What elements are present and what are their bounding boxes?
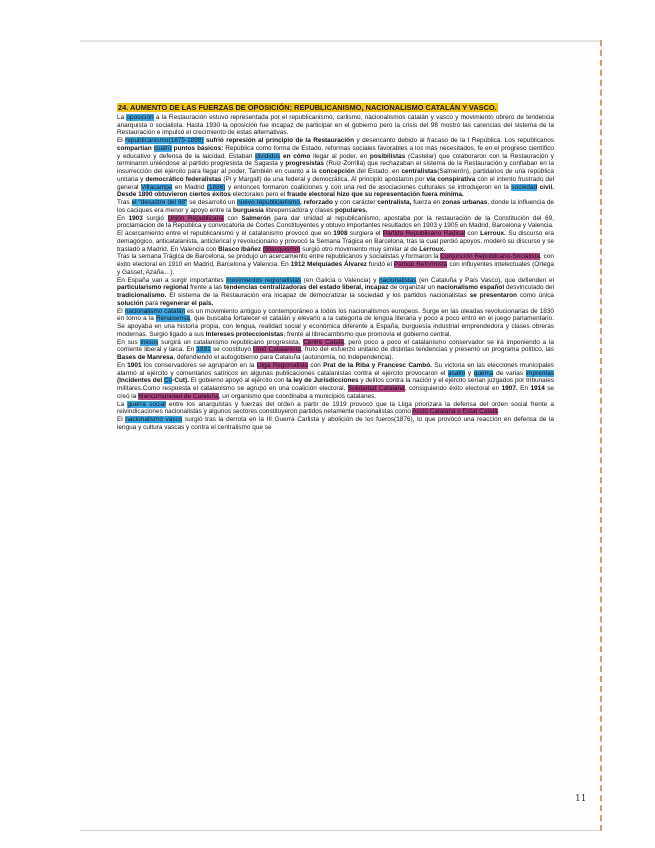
bold-text: 1903 bbox=[128, 214, 143, 222]
text-run: electorales pero el bbox=[230, 191, 287, 199]
bold-text: progresistas bbox=[285, 160, 325, 168]
bold-text: democrático federalistas bbox=[145, 175, 222, 183]
paragraph bbox=[117, 137, 554, 199]
bold-text: Lerroux. bbox=[419, 245, 446, 253]
text-run: frente a las bbox=[188, 284, 224, 292]
text-run: como única bbox=[516, 292, 555, 299]
text-run: República como forma de Estado, reformas sociales favorables a los más necesitados, fe en el progreso científico y educativo y defensa de la laicidad. Estaban bbox=[117, 144, 554, 160]
highlighted-text: nacionalismo catalán bbox=[124, 307, 186, 315]
text-run: Su victoria en las elecciones municipales alarmó al ejército y comentarios satíricos en algunas publicaciones catalanistas contra el ejército provocaron el bbox=[117, 361, 555, 377]
text-run: surgió tras la derrota en la III Guerra Carlista y abolición de los fueros(1876), lo que provocó una reacción en defensa de la lengua y cultura vascas y contra el centralismo que se bbox=[117, 416, 554, 431]
text-run: a la Restauración estuvo representada por el republicanismo, carlismo, nacionalismos catalán y vasco y movimiento obrero de tendencia anarquista o socialista. Hasta 1930 la oposición fue incapaz de participar en el gobierno pero la crisis del 98 mostró las carencias del sistema de la Restauración e impulsó el crecimiento de estas alternativas. bbox=[117, 113, 554, 137]
text-run: fuerza en bbox=[411, 199, 443, 206]
highlighted-text: movimientos regionalistas bbox=[226, 276, 302, 284]
text-run: surgió otro movimiento muy similar al de bbox=[300, 245, 420, 253]
highlighted-text: Unión Republicana bbox=[167, 214, 224, 222]
text-run: se desarrolló un bbox=[187, 199, 238, 206]
text-run: del Estado, en bbox=[354, 168, 402, 175]
paragraph bbox=[117, 308, 554, 339]
text-run: , un organismo que coordinaba a municipios catalanes. bbox=[218, 392, 377, 400]
text-run: fundó el bbox=[366, 261, 394, 268]
bold-text: vía conspirativa bbox=[426, 175, 476, 183]
text-run: (Castelar) que colaboraron con la Restauración y terminaron uniéndose al partido progresista de Sagasta y bbox=[117, 152, 554, 168]
highlighted-text: Partido Reformista bbox=[393, 261, 448, 268]
text-run: La bbox=[117, 400, 128, 408]
bold-text: Lerroux. bbox=[480, 230, 506, 237]
paragraph-list bbox=[117, 114, 554, 432]
bold-text: -Cut). bbox=[172, 377, 189, 385]
text-run: , con éxito electoral en 1910 en Madrid, Barcelona y Valencia. En bbox=[117, 253, 554, 268]
paragraph bbox=[117, 362, 554, 401]
bold-text: zonas urbanas bbox=[442, 199, 488, 206]
text-run: El bbox=[117, 137, 126, 144]
text-run: Su discurso era demagógico, anticatalanista, anticlerical y revolucionario y provocó la Semana Trágica en Barcelona, tras la cual perdió apoyos, moderó su discurso y se trasladó a Madrid. En Valencia con bbox=[117, 230, 555, 253]
bold-text: centralista, bbox=[377, 199, 412, 206]
text-run: y entonces formaron coaliciones y con una red de asociaciones culturales se introdujeron en la bbox=[225, 183, 512, 191]
highlighted-text: Conjunción Republicano-Socialista bbox=[440, 253, 540, 261]
bold-text: Salmerón bbox=[241, 214, 271, 222]
text-run: surgiera el bbox=[347, 230, 383, 237]
bold-text: se presentaron bbox=[469, 292, 517, 299]
text-run: con bbox=[308, 361, 324, 369]
bold-text: Prat de la Riba y Francesc Cambó. bbox=[323, 361, 432, 369]
highlighted-text: guerra social bbox=[127, 400, 166, 408]
bold-text: concepción bbox=[319, 168, 355, 175]
bold-text: tendencias centralizadoras del estado liberal, incapaz bbox=[223, 284, 389, 292]
text-run: es un movimiento antiguo y contemporáneo a todos los nacionalismos europeos. Surge en las oleadas revolucionarias de 1830 en torno a la bbox=[117, 307, 554, 323]
bold-text: 1912 Melquíades Álvarez bbox=[290, 261, 367, 268]
highlighted-text: nacionalistas bbox=[379, 276, 417, 284]
bold-text: la ley de Jurisdicciones bbox=[286, 377, 359, 385]
highlighted-text: nuevo republicanismo bbox=[237, 199, 300, 206]
bold-text: particularismo regional bbox=[117, 284, 189, 292]
text-run: llegar al poder, en bbox=[310, 152, 370, 160]
bold-text: compartían bbox=[117, 144, 152, 152]
highlighted-text: inicios bbox=[140, 338, 159, 346]
paragraph bbox=[117, 401, 554, 417]
text-run: En sus bbox=[117, 338, 141, 346]
bold-text: sufrió represión al principio de la Restauración bbox=[203, 137, 355, 144]
text-run: La bbox=[117, 113, 127, 121]
highlighted-text: Unió Catalanista bbox=[253, 346, 301, 354]
highlighted-text: Acció Catalana o Estat Català bbox=[412, 408, 498, 416]
text-run: Tras la semana Trágica de Barcelona, se produjo un acercamiento entre republicanos y socialistas y formaron la bbox=[117, 253, 441, 261]
text-run: y bbox=[465, 369, 474, 377]
text-run: , frente al librecambismo que promovía el gobierno central. bbox=[283, 330, 452, 338]
scan-edge bbox=[80, 40, 600, 42]
text-run: entre los anarquistas y fuerzas del orden a partir de 1919 provocó que la Lliga priorizara la defensa del orden social frente a reivindicaciones nacionalistas y algunos sectores constituyeron partidos netamente nacionalistas como bbox=[117, 400, 555, 416]
text-run: en Madrid bbox=[172, 183, 207, 191]
text-run: En bbox=[117, 361, 128, 369]
heading-block bbox=[117, 103, 554, 113]
text-run: con influyentes intelectuales (Ortega y Gasset, Azaña…). bbox=[117, 261, 554, 276]
paragraph bbox=[117, 277, 554, 308]
text-run: para dar unidad al republicanismo, apostaba por la restauración de la Constitución del 69, proclamación de la República y convocatoria de Cortes Constituyentes y obtuvo importantes resultados en 1903 y 1905 en Madrid, Barcelona y Valencia. bbox=[117, 214, 554, 230]
text-run: El gobierno apoyó al ejército con bbox=[188, 377, 287, 385]
paragraph bbox=[117, 215, 554, 231]
highlighted-text: Renaixensa bbox=[156, 315, 191, 323]
highlighted-text: Mancomunidad de Cataluña bbox=[138, 392, 219, 400]
bold-text: civil. Desde 1890 obtuvieron ciertos bbox=[117, 183, 555, 199]
highlighted-text: 1891 bbox=[196, 346, 211, 354]
paragraph bbox=[117, 230, 554, 253]
highlighted-text: Centre Català bbox=[303, 338, 344, 346]
text-run: El sistema de la Restauración era incapaz de democratizar la sociedad y los partidos nacionalistas bbox=[166, 292, 470, 299]
bold-text: Intereses proteccionistas bbox=[205, 330, 284, 338]
bold-text: regenerar el país. bbox=[159, 299, 214, 307]
bold-text: tradicionalismo. bbox=[117, 292, 167, 299]
highlighted-text: cuatro bbox=[153, 144, 172, 152]
page-number: 11 bbox=[575, 794, 587, 804]
highlighted-text: nacionalismo vasco bbox=[125, 416, 183, 423]
text-run: y desencanto debido al fracaso de la I República. Los republicanos bbox=[354, 137, 554, 144]
bold-text: solución bbox=[117, 299, 144, 307]
text-run: librepensadora y clases bbox=[263, 206, 335, 214]
highlighted-text: asalto bbox=[448, 369, 466, 377]
text-run: de organizar un bbox=[388, 284, 437, 292]
text-run: , que buscaba fortalecer el catalán y elevarlo a la categoría de lengua literaria y poco a poco entró en el juego parlamentario. Se apoyaba en una historia propia, con lengua, realidad social y económica diferente a España, burguesía industrial emprendedora y clases obreras modernas. Surgió ligado a sus bbox=[117, 315, 554, 338]
text-run: de varias bbox=[493, 369, 526, 377]
document-body bbox=[117, 103, 554, 432]
text-run: . bbox=[497, 408, 500, 416]
highlighted-text: Lliga Regionalista bbox=[256, 361, 309, 369]
paragraph bbox=[117, 253, 554, 276]
text-run: , pero poco a poco el catalanismo conservador se irá imponiendo a la corriente liberal y laica. En bbox=[117, 338, 554, 354]
highlighted-text: (Blasquismo) bbox=[262, 245, 301, 253]
text-run: (Pi y Margall) de una federal y democrática. Al principio apostaron por bbox=[221, 175, 427, 183]
text-run: El bbox=[117, 416, 126, 423]
bold-text: fraude electoral hizo que su representación fuera mínima. bbox=[286, 191, 464, 199]
text-run: En España van a surgir importantes bbox=[117, 276, 227, 284]
section-heading: 24. AUMENTO DE LAS FUERZAS DE OPOSICIÓN: REPUBLICANISMO, NACIONALISMO CATALÁN Y VASCO. bbox=[118, 103, 497, 112]
bold-text: éxitos bbox=[212, 191, 231, 199]
highlighted-text: oposición bbox=[126, 113, 154, 121]
text-run: En bbox=[117, 214, 129, 222]
text-run: se constituyó bbox=[210, 346, 254, 354]
text-run: con el intento frustrado del general bbox=[117, 175, 555, 191]
highlighted-text: imprentas bbox=[525, 369, 555, 377]
bold-text: Blasco Ibáñez bbox=[218, 245, 262, 253]
text-run: El acercamiento entre el republicanismo y el catalanismo provocó que en bbox=[117, 230, 334, 237]
bold-text: 1914 bbox=[530, 385, 545, 392]
text-run: con bbox=[465, 230, 481, 237]
highlighted-text: divididos bbox=[255, 152, 281, 160]
paragraph bbox=[117, 339, 554, 362]
paragraph bbox=[117, 199, 554, 215]
text-run: , consiguiendo éxito electoral en bbox=[404, 385, 502, 392]
highlighted-text: el "desastre del 98" bbox=[131, 199, 188, 206]
paragraph bbox=[117, 114, 554, 137]
bold-text: 1907. bbox=[501, 385, 518, 392]
text-run: los conservadores se agruparon en la bbox=[141, 361, 257, 369]
text-run: , defendiendo el autogobierno para Cataluña (autonomía, no independencia). bbox=[173, 354, 394, 361]
text-run: (Salmerón), partidarios de una república unitaria y bbox=[117, 168, 554, 183]
text-run: (en Galicia o Valencia) y bbox=[301, 276, 380, 284]
bold-text: , reforzado bbox=[299, 199, 333, 206]
text-run: Tras bbox=[117, 199, 132, 206]
text-run: desvinculado del bbox=[504, 284, 554, 292]
bold-text: posibilistas bbox=[369, 152, 406, 160]
text-run: , fruto del esfuerzo unitario de distintas tendencias y presentó un programa político, las bbox=[300, 346, 554, 354]
highlighted-text: Cu bbox=[163, 377, 173, 385]
highlighted-text: (1886) bbox=[206, 183, 226, 191]
bold-text: populares. bbox=[334, 206, 368, 214]
text-run: y con carácter bbox=[332, 199, 378, 206]
bold-text: puntos básicos: bbox=[171, 144, 224, 152]
highlighted-text: sociedad bbox=[511, 183, 538, 191]
text-run: se creó la bbox=[117, 385, 555, 400]
text-run: (Ruiz-Zorrilla) que rechazaban el sistema de la Restauración y confiaban en la insurrección del ejército para llegar al poder. También en cuanto a la bbox=[117, 160, 554, 175]
bold-text: (Incidentes del bbox=[117, 377, 164, 385]
text-run: para bbox=[143, 299, 160, 307]
bold-text: centralistas bbox=[401, 168, 438, 175]
bold-text: 1908 bbox=[333, 230, 348, 237]
highlighted-text: quema bbox=[473, 369, 494, 377]
text-run: surgirá un catalanismo republicano progresista, bbox=[158, 338, 304, 346]
bold-text: nacionalismo español bbox=[436, 284, 505, 292]
text-run: con bbox=[223, 214, 242, 222]
highlighted-text: Solidaritat Catalana bbox=[347, 385, 405, 392]
bold-text: 1901 bbox=[127, 361, 142, 369]
text-run: y delitos contra la nación y el ejército serían juzgados por tribunales militares.Como respuesta el catalanismo se agrupó en una coalición electoral, bbox=[117, 377, 554, 392]
text-run: En bbox=[517, 385, 531, 392]
text-run: El bbox=[117, 307, 125, 315]
text-run: surgió bbox=[142, 214, 168, 222]
text-run: , donde la influencia de los caciques era menor y apoyo entre la bbox=[117, 199, 555, 214]
bold-text: burguesía bbox=[232, 206, 264, 214]
paragraph bbox=[117, 416, 554, 432]
bold-text: en cómo bbox=[280, 152, 311, 160]
highlighted-text: Partido Republicano Radical bbox=[382, 230, 466, 237]
highlighted-text: Villacampa bbox=[141, 183, 173, 191]
highlighted-text: republicanismo(1875-1898) bbox=[125, 137, 204, 144]
bold-text: Bases de Manresa bbox=[117, 354, 174, 361]
text-run: (en Cataluña y País Vasco), que defienden el bbox=[416, 276, 554, 284]
